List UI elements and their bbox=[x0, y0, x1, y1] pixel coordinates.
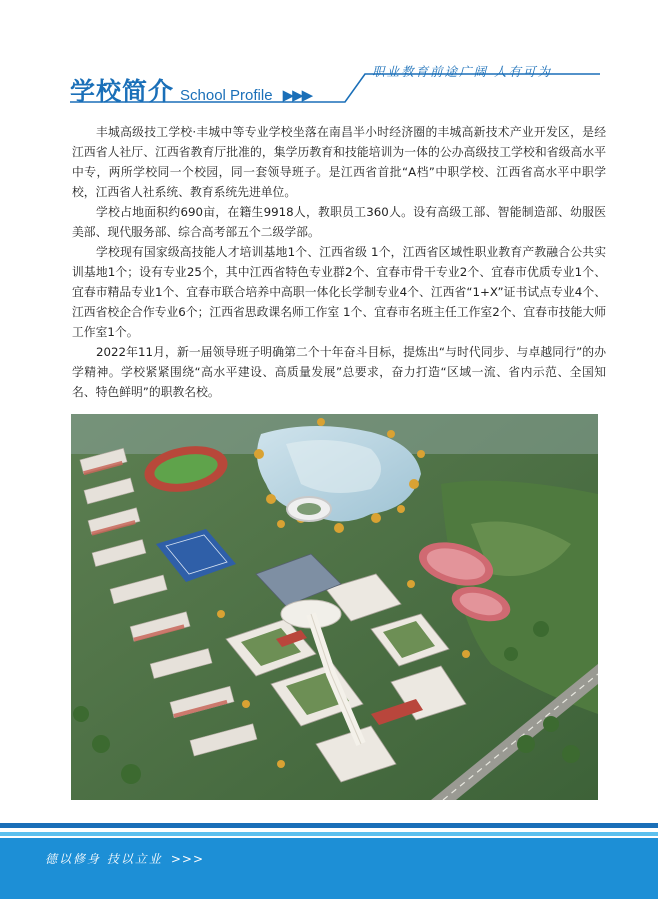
paragraph-programs: 学校现有国家级高技能人才培训基地1个、江西省级 1个，江西省区域性职业教育产教融合公共实训基地1个；设有专业25个，其中江西省特色专业群2个、宜春市骨干专业2个、宜春市优质专业1个、宜春市精品专业1个、宜春市联合培养中高职一体化长学制专业4个、江西省“1+X”证书试点专业4个、江西省校企合作专业6个；江西省思政课名师工作室 1个、宜春市名班主任工作室2个、宜春市技能大师工作室1个。 bbox=[72, 245, 606, 339]
heading-title-en: School Profile bbox=[180, 87, 273, 104]
paragraph-campus: 学校占地面积约690亩，在籍生9918人，教职员工360人。设有高级工部、智能制造部、幼服医美部、现代服务部、综合高考部五个二级学部。 bbox=[72, 205, 606, 239]
paragraph-intro: 丰城高级技工学校·丰城中等专业学校坐落在南昌半小时经济圈的丰城高新技术产业开发区，是经江西省人社厅、江西省教育厅批准的，集学历教育和技能培训为一体的公办高级技工学校和省级高水平中专，两所学校同一个校园，同一套领导班子。是江西省首批“A档”中职学校、江西省高水平中职学校，江西省人社系统、教育系统先进单位。 bbox=[72, 125, 606, 199]
footer-motto-line bbox=[45, 850, 204, 867]
profile-text bbox=[72, 122, 606, 402]
heading-arrows: ▶▶▶ bbox=[282, 86, 312, 104]
campus-aerial-image bbox=[71, 414, 598, 800]
footer-motto: 德以修身 技以立业 bbox=[45, 852, 163, 866]
paragraph-goals: 2022年11月，新一届领导班子明确第二个十年奋斗目标，提炼出“与时代同步、与卓越同行”的办学精神。学校紧紧围绕“高水平建设、高质量发展”总要求，奋力打造“区域一流、省内示范、全国知名、特色鲜明”的职教名校。 bbox=[72, 345, 606, 399]
section-heading bbox=[70, 72, 311, 108]
header-slogan: 职业教育前途广阔 人有可为 bbox=[372, 64, 552, 79]
heading-title-cn: 学校简介 bbox=[70, 77, 175, 106]
footer-arrows: >>> bbox=[170, 852, 204, 866]
